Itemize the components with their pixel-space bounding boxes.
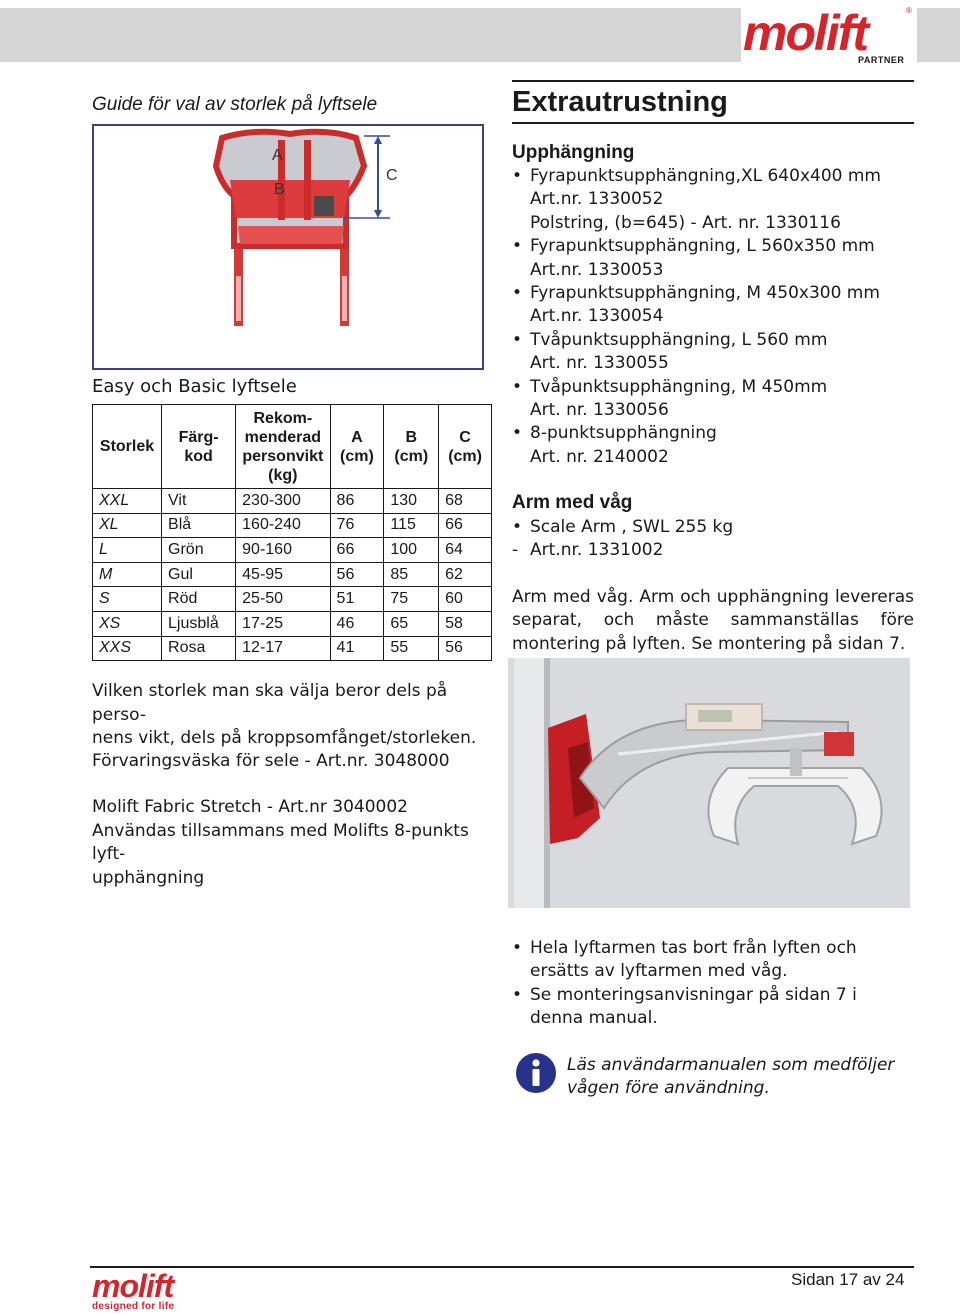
table-row — [93, 587, 492, 612]
cell-weight: 25-50 — [236, 587, 330, 612]
title-underline — [512, 122, 914, 124]
dimension-label-c: C — [386, 167, 398, 184]
list-item: • 8-punktsupphängning — [512, 423, 717, 444]
cell-color: Gul — [162, 562, 236, 587]
arm-end-cap — [824, 732, 854, 756]
guide-title: Guide för val av storlek på lyftsele — [92, 94, 378, 115]
list-item: • Fyrapunktsupphängning,XL 640x400 mm — [512, 166, 881, 186]
cell-c: 60 — [439, 587, 492, 612]
list-item: Art. nr. 1330055 — [530, 353, 669, 374]
cell-color: Rosa — [162, 636, 236, 661]
installation-info-list — [512, 937, 904, 1031]
cell-b: 130 — [384, 489, 439, 514]
info-icon — [515, 1052, 557, 1098]
dimension-label-b: B — [274, 181, 285, 198]
sling-label-tag — [314, 196, 334, 216]
suspension-title: Upphängning — [512, 142, 635, 163]
scale-display-screen — [698, 710, 732, 722]
header-b: B (cm) — [384, 405, 439, 489]
scale-arm-illustration — [508, 658, 910, 908]
list-item: Art. nr. 2140002 — [530, 446, 669, 467]
cell-a: 51 — [330, 587, 384, 612]
cell-size: L — [93, 538, 162, 563]
page-number: Sidan 17 av 24 — [791, 1270, 905, 1289]
header-weight: Rekom- menderad personvikt (kg) — [236, 405, 330, 489]
footer-logo-text: molift — [92, 1268, 174, 1304]
cell-size: XS — [93, 611, 162, 636]
dimension-arrow-up — [374, 136, 382, 144]
cell-size: XL — [93, 513, 162, 538]
cell-weight: 45-95 — [236, 562, 330, 587]
scale-arm-photo — [508, 658, 910, 908]
section-divider — [512, 80, 914, 82]
list-item: Polstring, (b=645) - Art. nr. 1330116 — [530, 212, 841, 233]
footer-tagline: designed for life — [92, 1301, 175, 1312]
list-item: Art.nr. 1330052 — [530, 189, 664, 210]
suspension-list — [512, 165, 916, 469]
size-table — [92, 404, 492, 661]
cell-c: 64 — [439, 538, 492, 563]
header-a: A (cm) — [330, 405, 384, 489]
hanger-swivel — [790, 748, 802, 776]
cell-b: 55 — [384, 636, 439, 661]
table-row — [93, 538, 492, 563]
cell-b: 100 — [384, 538, 439, 563]
scale-manual-note: Läs användarmanualen som medföljer vågen före användning. — [567, 1055, 895, 1099]
list-item: • Tvåpunktsupphängning, L 560 mm — [512, 329, 828, 350]
brand-registered-mark: ® — [906, 6, 912, 15]
cell-a: 86 — [330, 489, 384, 514]
list-item: Art.nr. 1330053 — [530, 259, 664, 280]
cell-a: 56 — [330, 562, 384, 587]
cell-color: Grön — [162, 538, 236, 563]
cell-a: 76 — [330, 513, 384, 538]
list-item: • Hela lyftarmen tas bort från lyften och ersätts av lyftarmen med våg. — [512, 938, 857, 982]
cell-c: 62 — [439, 562, 492, 587]
sling-diagram — [92, 124, 484, 370]
table-row — [93, 489, 492, 514]
list-item: • Se monteringsanvisningar på sidan 7 i denna manual. — [512, 984, 857, 1029]
sling-left-strap-loop — [236, 276, 241, 321]
cell-size: S — [93, 587, 162, 612]
footer-divider — [90, 1266, 914, 1268]
cell-c: 68 — [439, 489, 492, 514]
sling-right-strap-loop — [342, 276, 347, 321]
dimension-label-a: A — [272, 147, 283, 164]
sling-center-band-2 — [304, 140, 311, 220]
storage-bag-text: Förvaringsväska för sele - Art.nr. 3048000 — [92, 751, 450, 771]
scale-arm-description: Arm med våg. Arm och upphängning levereras separat, och måste sammanställas före montering på lyften. Se montering på sidan 7. — [512, 587, 914, 654]
cell-c: 58 — [439, 611, 492, 636]
list-item: • Fyrapunktsupphängning, L 560x350 mm — [512, 236, 875, 257]
cell-weight: 90-160 — [236, 538, 330, 563]
cell-b: 85 — [384, 562, 439, 587]
cell-weight: 12-17 — [236, 636, 330, 661]
cell-size: XXS — [93, 636, 162, 661]
cell-color: Vit — [162, 489, 236, 514]
cell-b: 65 — [384, 611, 439, 636]
sling-illustration — [94, 126, 482, 368]
list-item: • Scale Arm , SWL 255 kg — [512, 517, 734, 537]
sling-lower-panel — [238, 226, 344, 244]
size-table-header — [93, 405, 492, 489]
table-row — [93, 562, 492, 587]
cell-weight: 17-25 — [236, 611, 330, 636]
cell-size: XXL — [93, 489, 162, 514]
table-row — [93, 636, 492, 661]
fabric-stretch-text: Molift Fabric Stretch - Art.nr 3040002 Användas tillsammans med Molifts 8-punkts lyft- upphängning — [92, 797, 469, 888]
cell-a: 41 — [330, 636, 384, 661]
lift-mast — [514, 658, 548, 908]
cell-b: 75 — [384, 587, 439, 612]
cell-b: 115 — [384, 513, 439, 538]
header-size: Storlek — [93, 405, 162, 489]
scale-arm-list — [512, 516, 916, 563]
cell-color: Röd — [162, 587, 236, 612]
cell-c: 66 — [439, 513, 492, 538]
list-item: Art. nr. 1330056 — [530, 400, 669, 421]
brand-partner-text: PARTNER — [858, 55, 905, 65]
cell-a: 46 — [330, 611, 384, 636]
easy-basic-title: Easy och Basic lyftsele — [92, 376, 297, 397]
table-row — [93, 611, 492, 636]
cell-a: 66 — [330, 538, 384, 563]
header-c: C (cm) — [439, 405, 492, 489]
table-row — [93, 513, 492, 538]
size-selection-note: Vilken storlek man ska välja beror dels på perso- nens vikt, dels på kroppsomfånget/storleken. — [92, 681, 477, 748]
cell-weight: 160-240 — [236, 513, 330, 538]
cell-weight: 230-300 — [236, 489, 330, 514]
list-item: Art.nr. 1330054 — [530, 306, 664, 327]
cell-size: M — [93, 562, 162, 587]
list-item: • Tvåpunktsupphängning, M 450mm — [512, 376, 828, 397]
list-item: - Art.nr. 1331002 — [512, 540, 664, 561]
cell-c: 56 — [439, 636, 492, 661]
list-item: • Fyrapunktsupphängning, M 450x300 mm — [512, 283, 880, 304]
extra-equipment-title: Extrautrustning — [512, 86, 728, 118]
cell-color: Ljusblå — [162, 611, 236, 636]
header-color: Färg- kod — [162, 405, 236, 489]
cell-color: Blå — [162, 513, 236, 538]
dimension-arrow-down — [374, 210, 382, 218]
scale-arm-title: Arm med våg — [512, 492, 633, 513]
brand-logo-text: molift — [743, 5, 868, 61]
